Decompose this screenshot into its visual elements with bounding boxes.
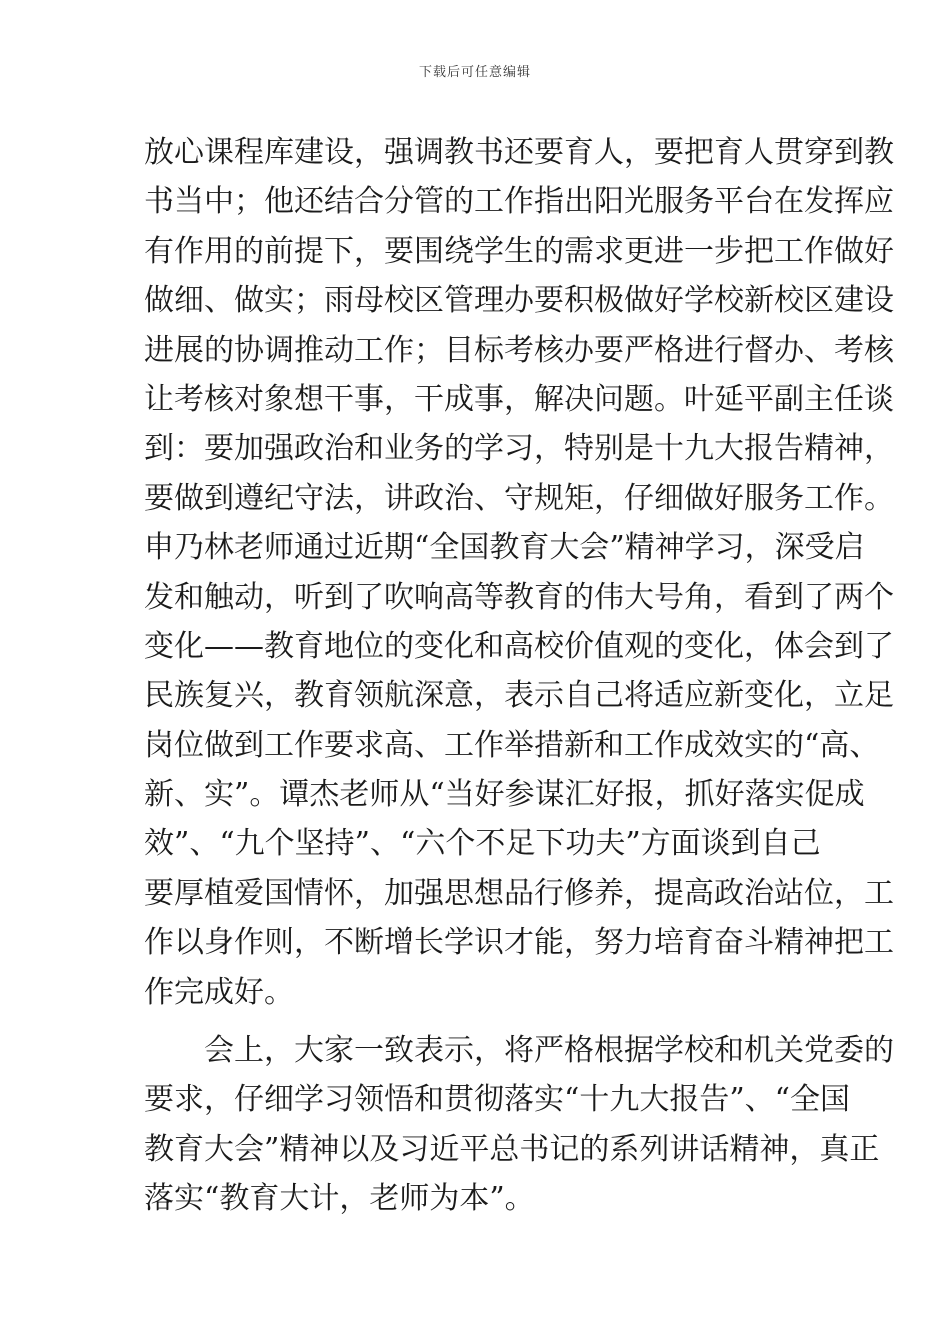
text-line: 做细、做实；雨母校区管理办要积极做好学校新校区建设 bbox=[144, 283, 894, 319]
text-line: 让考核对象想干事，干成事，解决问题。叶延平副主任谈 bbox=[144, 381, 894, 417]
document-body bbox=[144, 128, 894, 1224]
text-line: 作完成好。 bbox=[144, 974, 294, 1010]
paragraph-spacer bbox=[144, 1017, 810, 1026]
paragraph bbox=[144, 128, 894, 1017]
text-line: 新、实”。谭杰老师从“当好参谋汇好报，抓好落实促成 bbox=[144, 777, 865, 813]
text-line: 发和触动，听到了吹响高等教育的伟大号角，看到了两个 bbox=[144, 579, 894, 615]
text-line: 变化——教育地位的变化和高校价值观的变化，体会到了 bbox=[144, 628, 894, 664]
text-line: 岗位做到工作要求高、工作举措新和工作成效实的“高、 bbox=[144, 727, 880, 763]
text-line: 要厚植爱国情怀，加强思想品行修养，提高政治站位，工 bbox=[144, 875, 894, 911]
text-line: 效”、“九个坚持”、“六个不足下功夫”方面谈到自己 bbox=[144, 826, 821, 862]
text-line: 有作用的前提下，要围绕学生的需求更进一步把工作做好 bbox=[144, 233, 894, 269]
text-line: 作以身作则，不断增长学识才能，努力培育奋斗精神把工 bbox=[144, 925, 894, 961]
text-line: 落实“教育大计，老师为本”。 bbox=[144, 1181, 535, 1217]
text-line: 会上，大家一致表示，将严格根据学校和机关党委的 bbox=[204, 1033, 894, 1069]
text-line: 要求，仔细学习领悟和贯彻落实“十九大报告”、“全国 bbox=[144, 1082, 851, 1118]
text-line: 教育大会”精神以及习近平总书记的系列讲话精神，真正 bbox=[144, 1131, 880, 1167]
text-line: 民族复兴，教育领航深意，表示自己将适应新变化，立足 bbox=[144, 678, 894, 714]
text-line: 进展的协调推动工作；目标考核办要严格进行督办、考核 bbox=[144, 332, 894, 368]
page-header: 下载后可任意编辑 bbox=[418, 65, 531, 80]
paragraph bbox=[144, 1026, 894, 1224]
text-line: 放心课程库建设，强调教书还要育人，要把育人贯穿到教 bbox=[144, 135, 894, 170]
text-line: 到：要加强政治和业务的学习，特别是十九大报告精神， bbox=[144, 431, 894, 467]
text-line: 书当中；他还结合分管的工作指出阳光服务平台在发挥应 bbox=[144, 184, 894, 220]
text-line: 申乃林老师通过近期“全国教育大会”精神学习，深受启 bbox=[144, 530, 865, 566]
text-line: 要做到遵纪守法，讲政治、守规矩，仔细做好服务工作。 bbox=[144, 480, 894, 516]
